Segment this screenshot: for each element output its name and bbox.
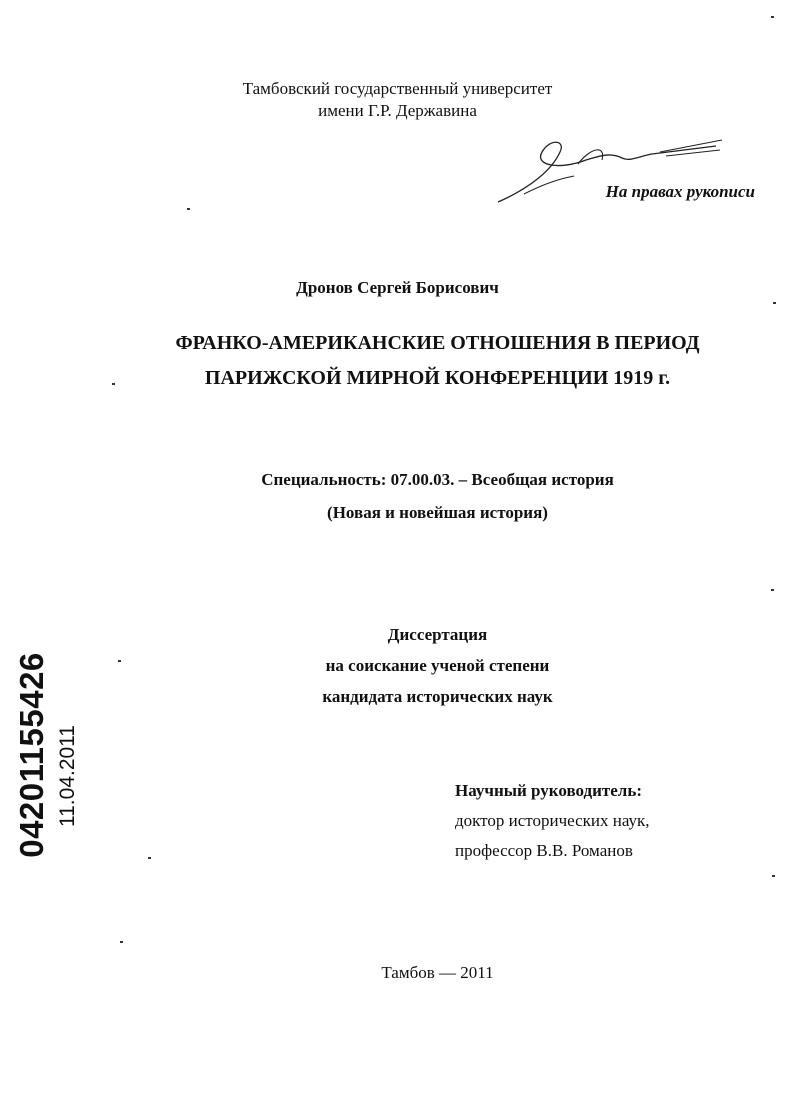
- specialty: [40, 463, 795, 529]
- scan-speck: [772, 875, 775, 877]
- city-year: Тамбов — 2011: [381, 963, 494, 982]
- author-name: Дронов Сергей Борисович: [296, 278, 499, 297]
- library-stamp-number-wrap: [12, 640, 52, 870]
- university-line-2: имени Г.Р. Державина: [318, 101, 477, 120]
- library-stamp-number: 04201155426: [13, 652, 50, 858]
- university-line-1: Тамбовский государственный университет: [242, 79, 553, 98]
- specialty-line-2: (Новая и новейшая история): [327, 503, 548, 522]
- library-stamp-date: 11.04.2011: [56, 725, 79, 827]
- dissertation-block: [40, 619, 795, 712]
- thesis-title-line-1: ФРАНКО-АМЕРИКАНСКИЕ ОТНОШЕНИЯ В ПЕРИОД: [175, 332, 700, 354]
- supervisor-name: профессор В.В. Романов: [455, 841, 633, 860]
- manuscript-note: На правах рукописи: [605, 182, 755, 201]
- dissertation-line-1: Диссертация: [387, 625, 488, 644]
- dissertation-line-3: кандидата исторических наук: [322, 687, 553, 706]
- supervisor-degree: доктор исторических наук,: [455, 811, 650, 830]
- dissertation-line-2: на соискание ученой степени: [325, 656, 550, 675]
- library-stamp-date-wrap: [54, 712, 82, 840]
- thesis-title-line-2: ПАРИЖСКОЙ МИРНОЙ КОНФЕРЕНЦИИ 1919 г.: [204, 367, 671, 389]
- supervisor-block: [455, 776, 650, 866]
- scan-speck: [187, 208, 190, 210]
- university-name: [0, 78, 795, 122]
- specialty-line-1: Специальность: 07.00.03. – Всеобщая история: [261, 470, 614, 489]
- scan-speck: [148, 857, 151, 859]
- supervisor-heading: Научный руководитель:: [455, 781, 642, 800]
- scan-speck: [112, 383, 115, 385]
- scan-speck: [773, 302, 776, 304]
- scan-speck: [771, 589, 774, 591]
- scan-speck: [120, 941, 123, 943]
- thesis-title: [40, 326, 795, 396]
- scan-speck: [118, 660, 121, 662]
- scan-speck: [771, 16, 774, 18]
